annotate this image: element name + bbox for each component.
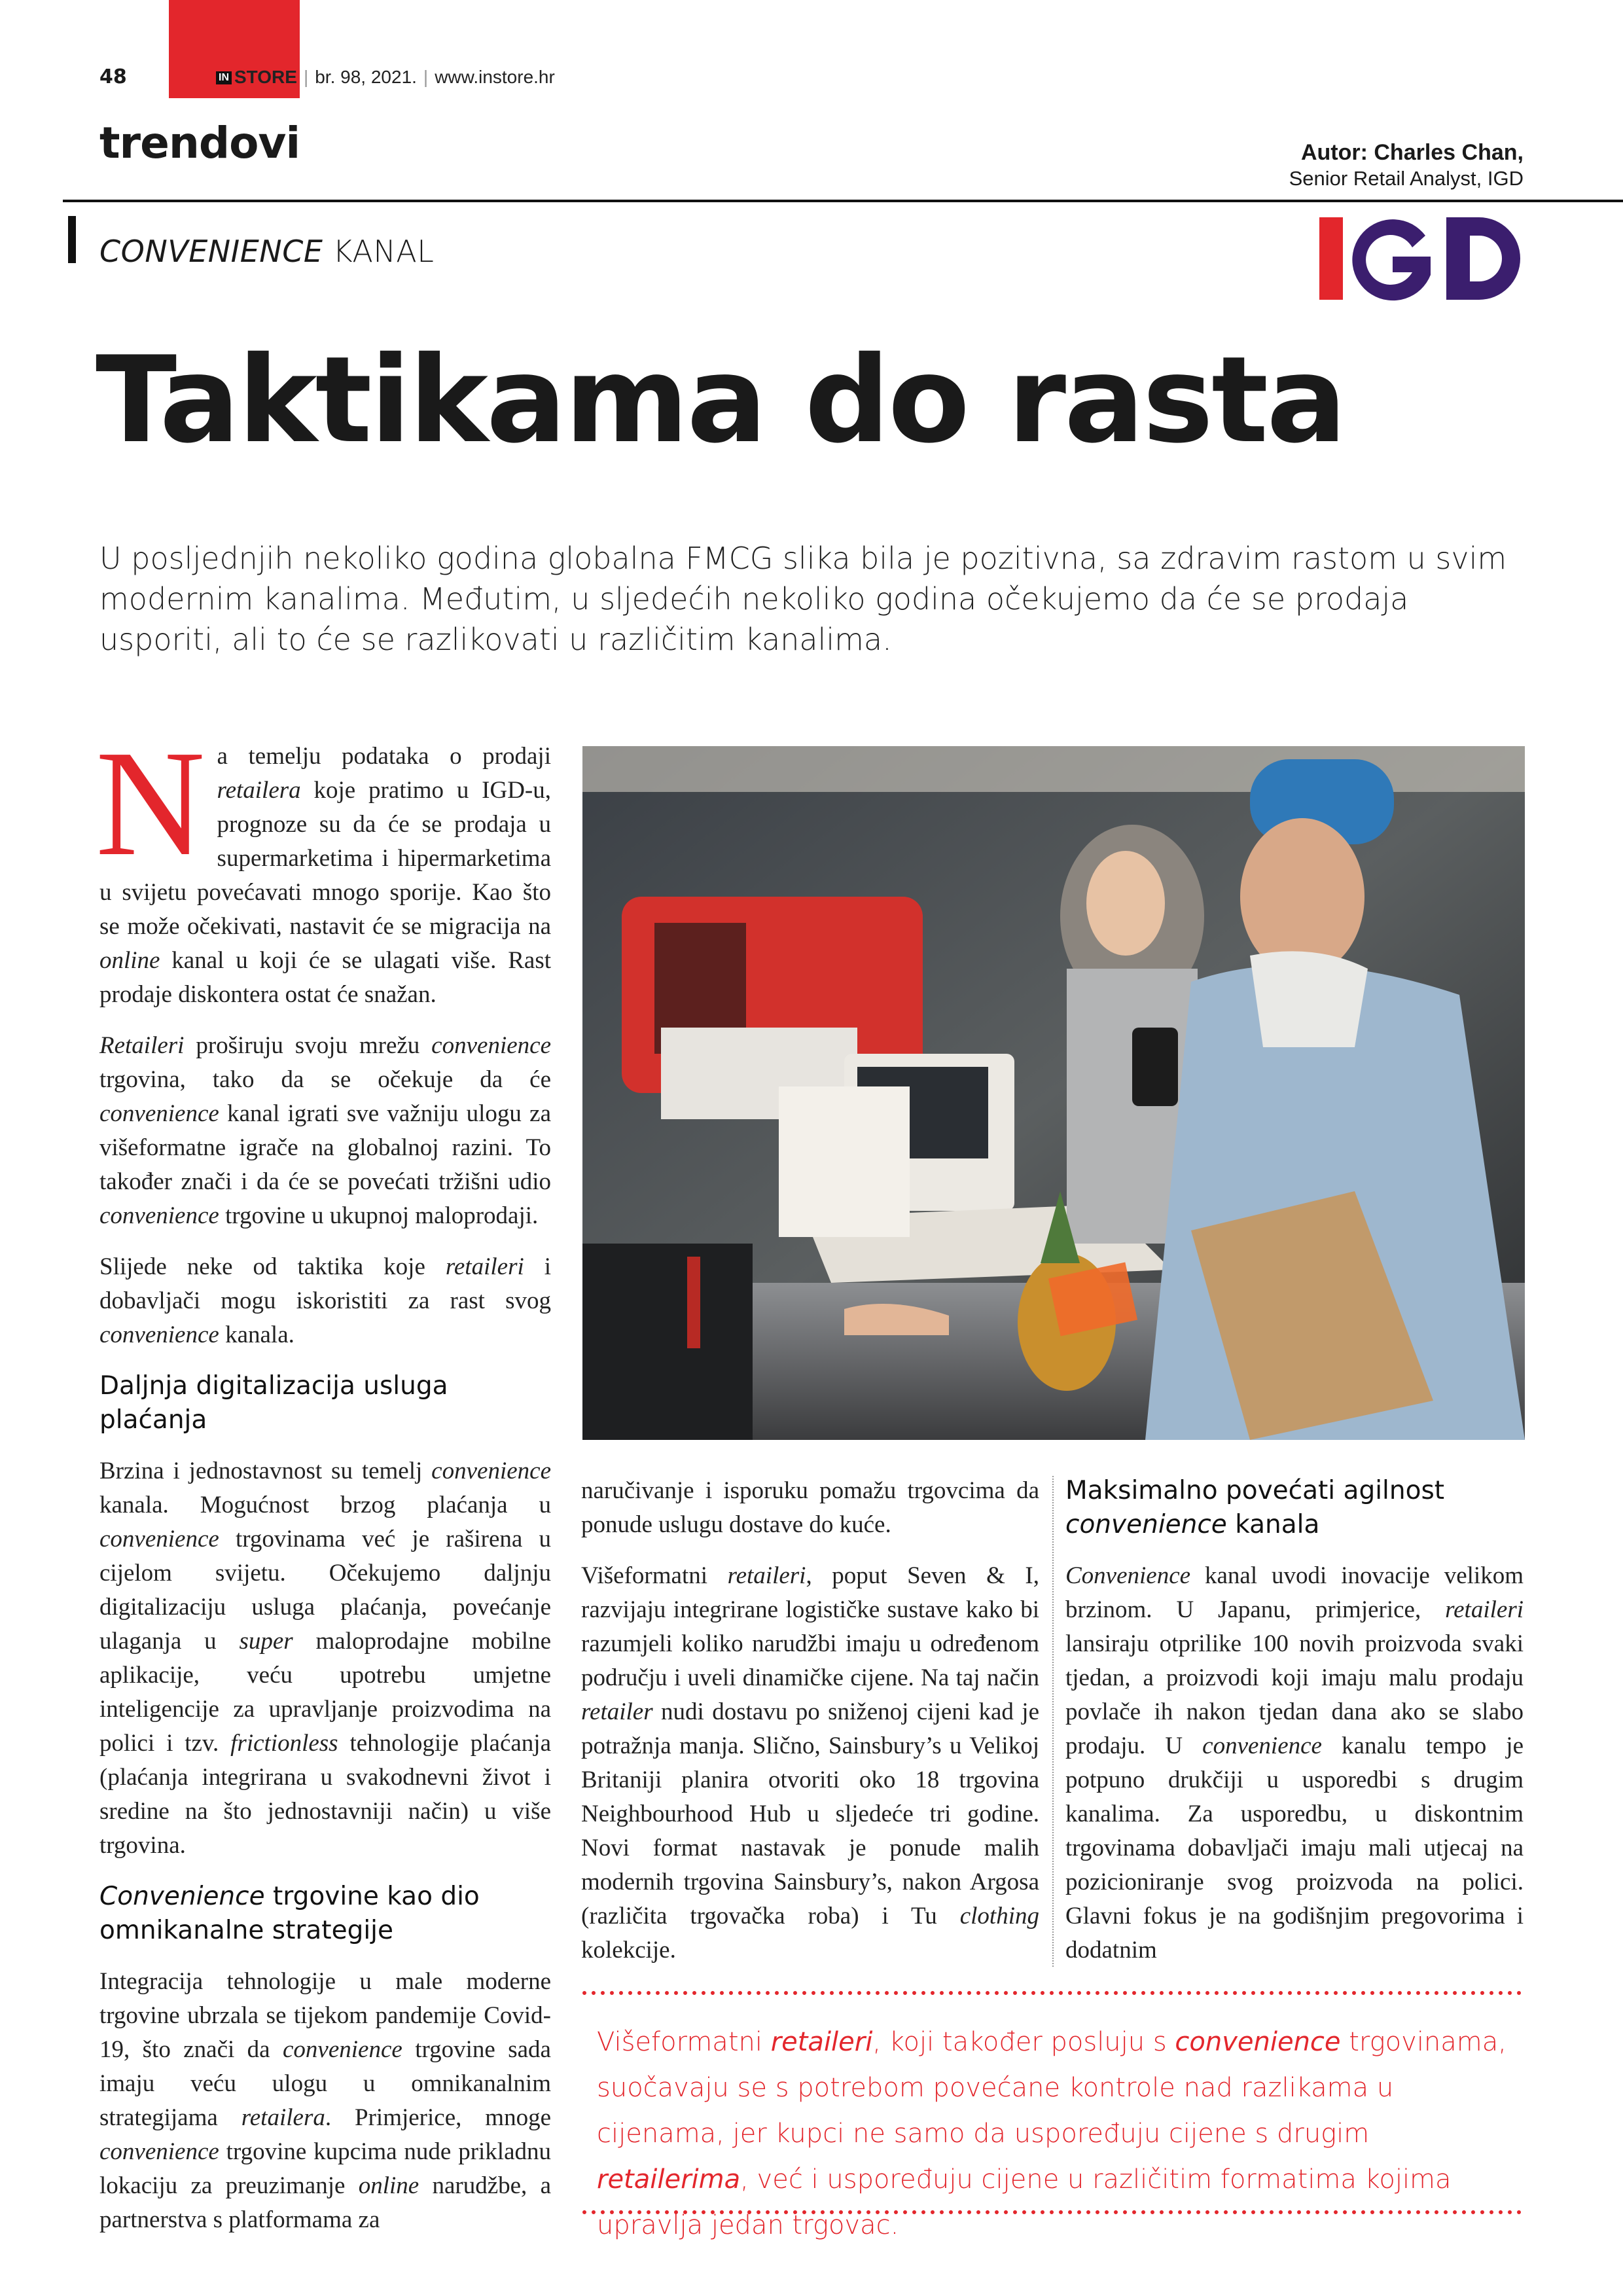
author-name: Autor: Charles Chan,: [1300, 140, 1524, 165]
pullquote-bottom-dots: [582, 2210, 1525, 2214]
section-title: trendovi: [99, 118, 300, 168]
column-divider: [1052, 1476, 1055, 1967]
kanal-italic: CONVENIENCE: [99, 234, 323, 269]
page-number: 48: [99, 65, 127, 88]
paragraph: Slijede neke od taktika koje retaileri i dobavljači mogu iskoristiti za rast svog convenience kanala.: [99, 1253, 552, 1348]
dropcap: N: [96, 719, 205, 888]
kanal-bar: [68, 216, 76, 263]
igd-logo: [1315, 209, 1531, 308]
column-3: [1065, 1474, 1524, 1984]
separator: |: [303, 67, 309, 87]
paragraph: Integracija tehnologije u male moderne trgovine ubrzala se tijekom pandemije Covid-19, što znači da convenience trgovine sada imaju veću ulogu u omnikanalnim strategijama retailera. Primjerice, mnoge convenience trgovine kupcima nude prikladnu lokaciju za preuzimanje online narudžbe, a partnerstva s platformama za: [99, 1968, 551, 2233]
author-block: [1289, 140, 1524, 190]
separator: |: [423, 67, 429, 87]
column-1: [96, 719, 552, 2254]
author-role: Senior Retail Analyst, IGD: [1289, 167, 1524, 190]
paragraph: Convenience kanal uvodi inovacije velikom brzinom. U Japanu, primjerice, retaileri lansiraju otprilike 100 novih proizvoda svaki tjedan, a proizvodi koji imaju malu prodaju povlače ih nakon tjedan dana ako se slabo prodaju. U convenience kanalu tempo je potpuno drukčiji u usporedbi s drugim kanalima. Za usporedbu, u diskontnim trgovinama dobavljači imaju mali utjecaj na pozicioniranje svog proizvoda na polici. Glavni fokus je na godišnjim pregovorima i dodatnim: [1065, 1562, 1524, 1964]
kanal-label: [99, 234, 434, 269]
paragraph: Brzina i jednostavnost su temelj convenience kanala. Mogućnost brzog plaćanja u convenience trgovinama već je raširena u cijelom svijetu. Očekujemo daljnju digitalizaciju usluga plaćanja, povećanje ulaganja u super maloprodajne mobilne aplikacije, veću upotrebu umjetne inteligencije za upravljanje proizvodima na polici i tzv. frictionless tehnologije plaćanja (plaćanja integrirana u svakodnevni život i sredine na što jednostavniji način) u više trgovina.: [99, 1458, 552, 1859]
issue-number: br. 98, 2021.: [315, 67, 417, 87]
paragraph: naručivanje i isporuku pomažu trgovcima da ponude uslugu dostave do kuće.: [581, 1477, 1039, 1538]
igd-logo-g: [1352, 219, 1431, 300]
subheading-omnikanal: Convenience trgovine kao dio omnikanalne strategije: [99, 1882, 480, 1945]
subheading-agilnost: Maksimalno povećati agilnost convenience kanala: [1065, 1476, 1445, 1539]
column-2: [581, 1474, 1039, 1984]
igd-logo-d: [1446, 217, 1520, 300]
paragraph: Na temelju podataka o prodaji retailera koje pratimo u IGD-u, prognoze su da će se prodaja u supermarketima i hipermarketima u svijetu povećavati mnogo sporije. Kao što se može očekivati, nastavit će se migracija na online kanal u koji će se ulagati više. Rast prodaje diskontera ostat će snažan.: [96, 719, 551, 1008]
instore-logo-store: STORE: [234, 67, 297, 87]
subheading-digitalizacija: Daljnja digitalizacija usluga plaćanja: [99, 1371, 448, 1435]
igd-logo-i: [1319, 217, 1343, 300]
kanal-rest: KANAL: [323, 234, 435, 269]
header-rule: [63, 200, 1623, 202]
website-url[interactable]: www.instore.hr: [435, 67, 555, 87]
publication-line: [216, 67, 555, 88]
grocery-checkout-photo: [582, 746, 1525, 1440]
headline: Taktikama do rasta: [96, 331, 1345, 469]
instore-logo-in: IN: [216, 71, 232, 84]
pullquote: Višeformatni retaileri, koji također posluju s convenience trgovinama, suočavaju se s potrebom povećane kontrole nad razlikama u cijenama, jer kupci ne samo da uspoređuju cijene s drugim retailerima, već i uspoređuju cijene u različitim formatima kojima upravlja jedan trgovac.: [597, 2027, 1507, 2240]
paragraph: Retaileri proširuju svoju mrežu convenience trgovina, tako da se očekuje da će convenience kanal igrati sve važniju ulogu za višeformatne igrače na globalnoj razini. To također znači i da će se povećati tržišni udio convenience trgovine u ukupnoj maloprodaji.: [99, 1032, 551, 1229]
pullquote-top-dots: [582, 1991, 1525, 1995]
lead-paragraph: U posljednjih nekoliko godina globalna FMCG slika bila je pozitivna, sa zdravim rastom u svim modernim kanalima. Međutim, u sljedećih nekoliko godina očekujemo da će se prodaja usporiti, ali to će se razlikovati u različitim kanalima.: [99, 541, 1507, 657]
paragraph: Višeformatni retaileri, poput Seven & I, razvijaju integrirane logističke sustave kako bi razumjeli koliko narudžbi imaju u određenom području i uveli dinamičke cijene. Na taj način retailer nudi dostavu po sniženoj cijeni kad je potražnja manja. Slično, Sainsbury’s u Velikoj Britaniji planira otvoriti oko 18 trgovina Neighbourhood Hub u sljedeće tri godine. Novi format nastavak je ponude malih modernih trgovina Sainsbury’s, nakon Argosa (različita trgovačka roba) i Tu clothing kolekcije.: [581, 1562, 1039, 1964]
